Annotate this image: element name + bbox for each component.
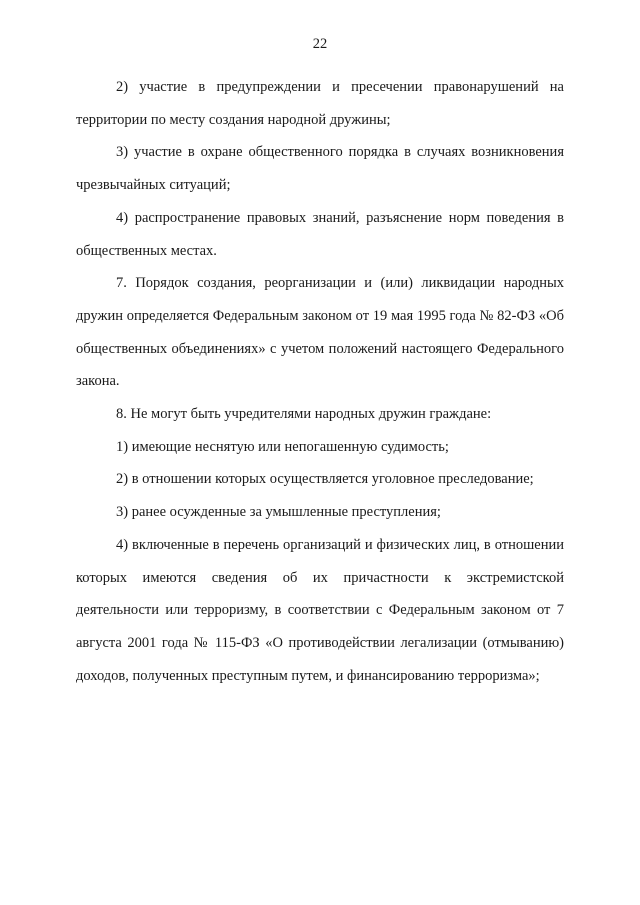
document-body xyxy=(76,71,564,692)
restriction-3-intentional-crimes: 3) ранее осужденные за умышленные преступления; xyxy=(116,504,441,521)
restriction-1-conviction: 1) имеющие неснятую или непогашенную судимость; xyxy=(116,438,449,455)
item-4-legal-knowledge: 4) распространение правовых знаний, разъяснение норм поведения в общественных местах. xyxy=(76,209,564,259)
item-2-crime-prevention: 2) участие в предупреждении и пресечении правонарушений на территории по месту создания народной дружины; xyxy=(76,79,564,128)
section-8-founders-restriction: 8. Не могут быть учредителями народных дружин граждане: xyxy=(116,406,492,423)
restriction-4-extremism-list: 4) включенные в перечень организаций и физических лиц, в отношении которых имеются сведения об их причастности к экстремистской деятельности или терроризму, в соответствии с Федеральным законом от 7 августа 2001 года № 115-ФЗ «О противодействии легализации (отмыванию) доходов, полученных преступным путем, и финансированию терроризма»; xyxy=(76,536,564,684)
restriction-2-prosecution: 2) в отношении которых осуществляется уголовное преследование; xyxy=(116,471,534,488)
item-3-public-order: 3) участие в охране общественного порядка в случаях возникновения чрезвычайных ситуаций; xyxy=(76,144,564,194)
page-number: 22 xyxy=(312,36,328,52)
section-7-procedure: 7. Порядок создания, реорганизации и (или) ликвидации народных дружин определяется Федеральным законом от 19 мая 1995 года № 82-ФЗ «Об общественных объединениях» с учетом положений настоящего Федерального закона. xyxy=(76,275,564,390)
